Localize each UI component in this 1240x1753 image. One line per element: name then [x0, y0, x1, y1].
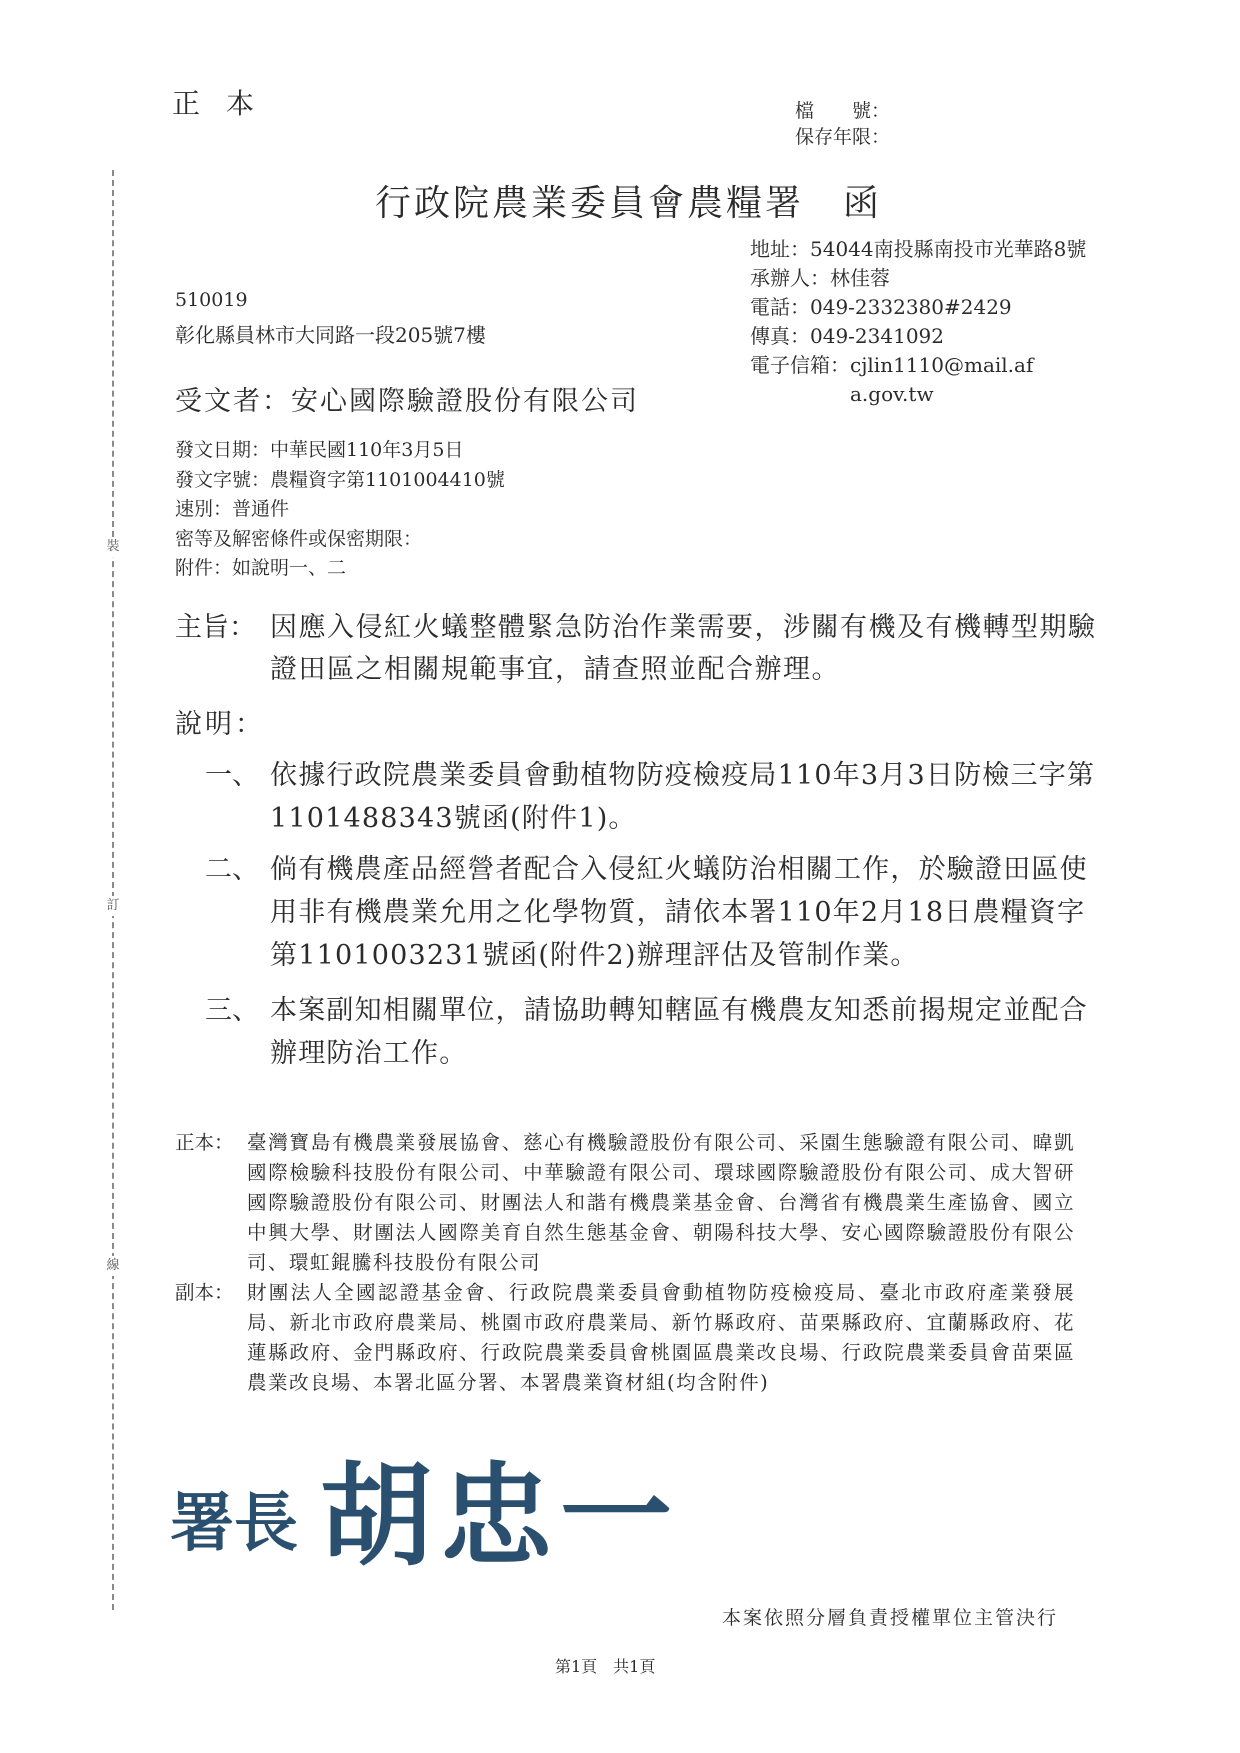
- description-item-text: 依據行政院農業委員會動植物防疫檢疫局110年3月3日防檢三字第1101488343號函(附件1)。: [270, 760, 1096, 834]
- description-item: [205, 989, 1105, 1075]
- binding-mark-zhuang: 裝: [103, 537, 123, 557]
- attachment-info: 附件：如說明一、二: [175, 557, 347, 579]
- description-item-number: 一、: [205, 760, 259, 791]
- subject-label: 主旨：: [175, 612, 256, 643]
- sender-officer-value: 林佳蓉: [830, 266, 890, 290]
- sender-phone-label: 電話：: [750, 295, 810, 319]
- recipient-label: 受文者：: [175, 386, 291, 417]
- binding-mark-ding: 訂: [103, 896, 123, 916]
- sender-address-value: 54044南投縣南投市光華路8號: [810, 237, 1087, 261]
- sender-address-label: 地址：: [750, 237, 810, 261]
- sender-phone: [750, 293, 1100, 322]
- distribution-original-label: 正本：: [175, 1131, 234, 1154]
- signature-seal-graphic: [170, 1430, 730, 1580]
- recipient: [175, 379, 639, 418]
- signature-seal: [170, 1430, 730, 1584]
- subject-text: 因應入侵紅火蟻整體緊急防治作業需要，涉關有機及有機轉型期驗證田區之相關規範事宜，請查照並配合辦理。: [270, 612, 1097, 685]
- document-type: 正本: [172, 87, 281, 120]
- sender-phone-value: 049-2332380#2429: [810, 295, 1012, 319]
- description-item: [205, 754, 1105, 840]
- binding-line: [112, 170, 114, 1610]
- secrecy-level: 密等及解密條件或保密期限：: [175, 527, 423, 550]
- page-number: 第1頁 共1頁: [555, 1657, 656, 1676]
- signature-name: 胡忠一: [320, 1451, 680, 1580]
- delivery-speed: 速別：普通件: [175, 498, 290, 520]
- footer-note: 本案依照分層負責授權單位主管決行: [722, 1607, 1059, 1629]
- sender-email-label: 電子信箱：: [750, 353, 850, 377]
- description-label: 說明：: [175, 709, 265, 740]
- sender-fax: [750, 322, 1100, 351]
- issue-date: 發文日期：中華民國110年3月5日: [175, 439, 464, 461]
- sender-officer: [750, 264, 1100, 293]
- sender-officer-label: 承辦人：: [750, 266, 830, 290]
- description-item-number: 三、: [205, 995, 259, 1026]
- sender-email-value: cjlin1110@mail.afa.gov.tw: [850, 353, 1034, 406]
- document-meta: [175, 436, 505, 584]
- document-number: 發文字號：農糧資字第1101004410號: [175, 468, 505, 491]
- archive-retention: 保存年限：: [795, 126, 891, 148]
- sender-info: [750, 235, 1100, 409]
- recipient-zip: 510019: [175, 289, 248, 311]
- sender-address: [750, 235, 1100, 264]
- page-title: 行政院農業委員會農糧署 函: [375, 183, 883, 224]
- signature-title: 署長: [170, 1486, 298, 1561]
- distribution-copy: [175, 1278, 1075, 1398]
- sender-fax-label: 傳真：: [750, 324, 810, 348]
- distribution-copy-text: 財團法人全國認證基金會、行政院農業委員會動植物防疫檢疫局、臺北市政府產業發展局、新北市政府農業局、桃園市政府農業局、新竹縣政府、苗栗縣政府、宜蘭縣政府、花蓮縣政府、金門縣政府、行政院農業委員會桃園區農業改良場、行政院農業委員會苗栗區農業改良場、本署北區分署、本署農業資材組(均含附件): [247, 1281, 1075, 1394]
- subject: [175, 607, 1105, 691]
- description-item-number: 二、: [205, 854, 259, 885]
- description-item: [205, 848, 1105, 977]
- archive-file-number: 檔 號：: [795, 100, 891, 122]
- recipient-address: 彰化縣員林市大同路一段205號7樓: [175, 323, 486, 347]
- binding-mark-xian: 線: [103, 1256, 123, 1276]
- distribution-copy-label: 副本：: [175, 1281, 234, 1304]
- recipient-name: 安心國際驗證股份有限公司: [291, 386, 639, 417]
- distribution-original-text: 臺灣寶島有機農業發展協會、慈心有機驗證股份有限公司、采園生態驗證有限公司、暐凱國際檢驗科技股份有限公司、中華驗證有限公司、環球國際驗證股份有限公司、成大智研國際驗證股份有限公司、財團法人和諧有機農業基金會、台灣省有機農業生產協會、國立中興大學、財團法人國際美育自然生態基金會、朝陽科技大學、安心國際驗證股份有限公司、環虹錕騰科技股份有限公司: [247, 1131, 1075, 1274]
- sender-email: [750, 351, 1100, 409]
- description-item-text: 本案副知相關單位，請協助轉知轄區有機農友知悉前揭規定並配合辦理防治工作。: [270, 995, 1088, 1069]
- description-item-text: 倘有機農產品經營者配合入侵紅火蟻防治相關工作，於驗證田區使用非有機農業允用之化學物質，請依本署110年2月18日農糧資字第1101003231號函(附件2)辦理評估及管制作業。: [270, 854, 1088, 971]
- distribution-original: [175, 1128, 1075, 1278]
- sender-fax-value: 049-2341092: [810, 324, 945, 348]
